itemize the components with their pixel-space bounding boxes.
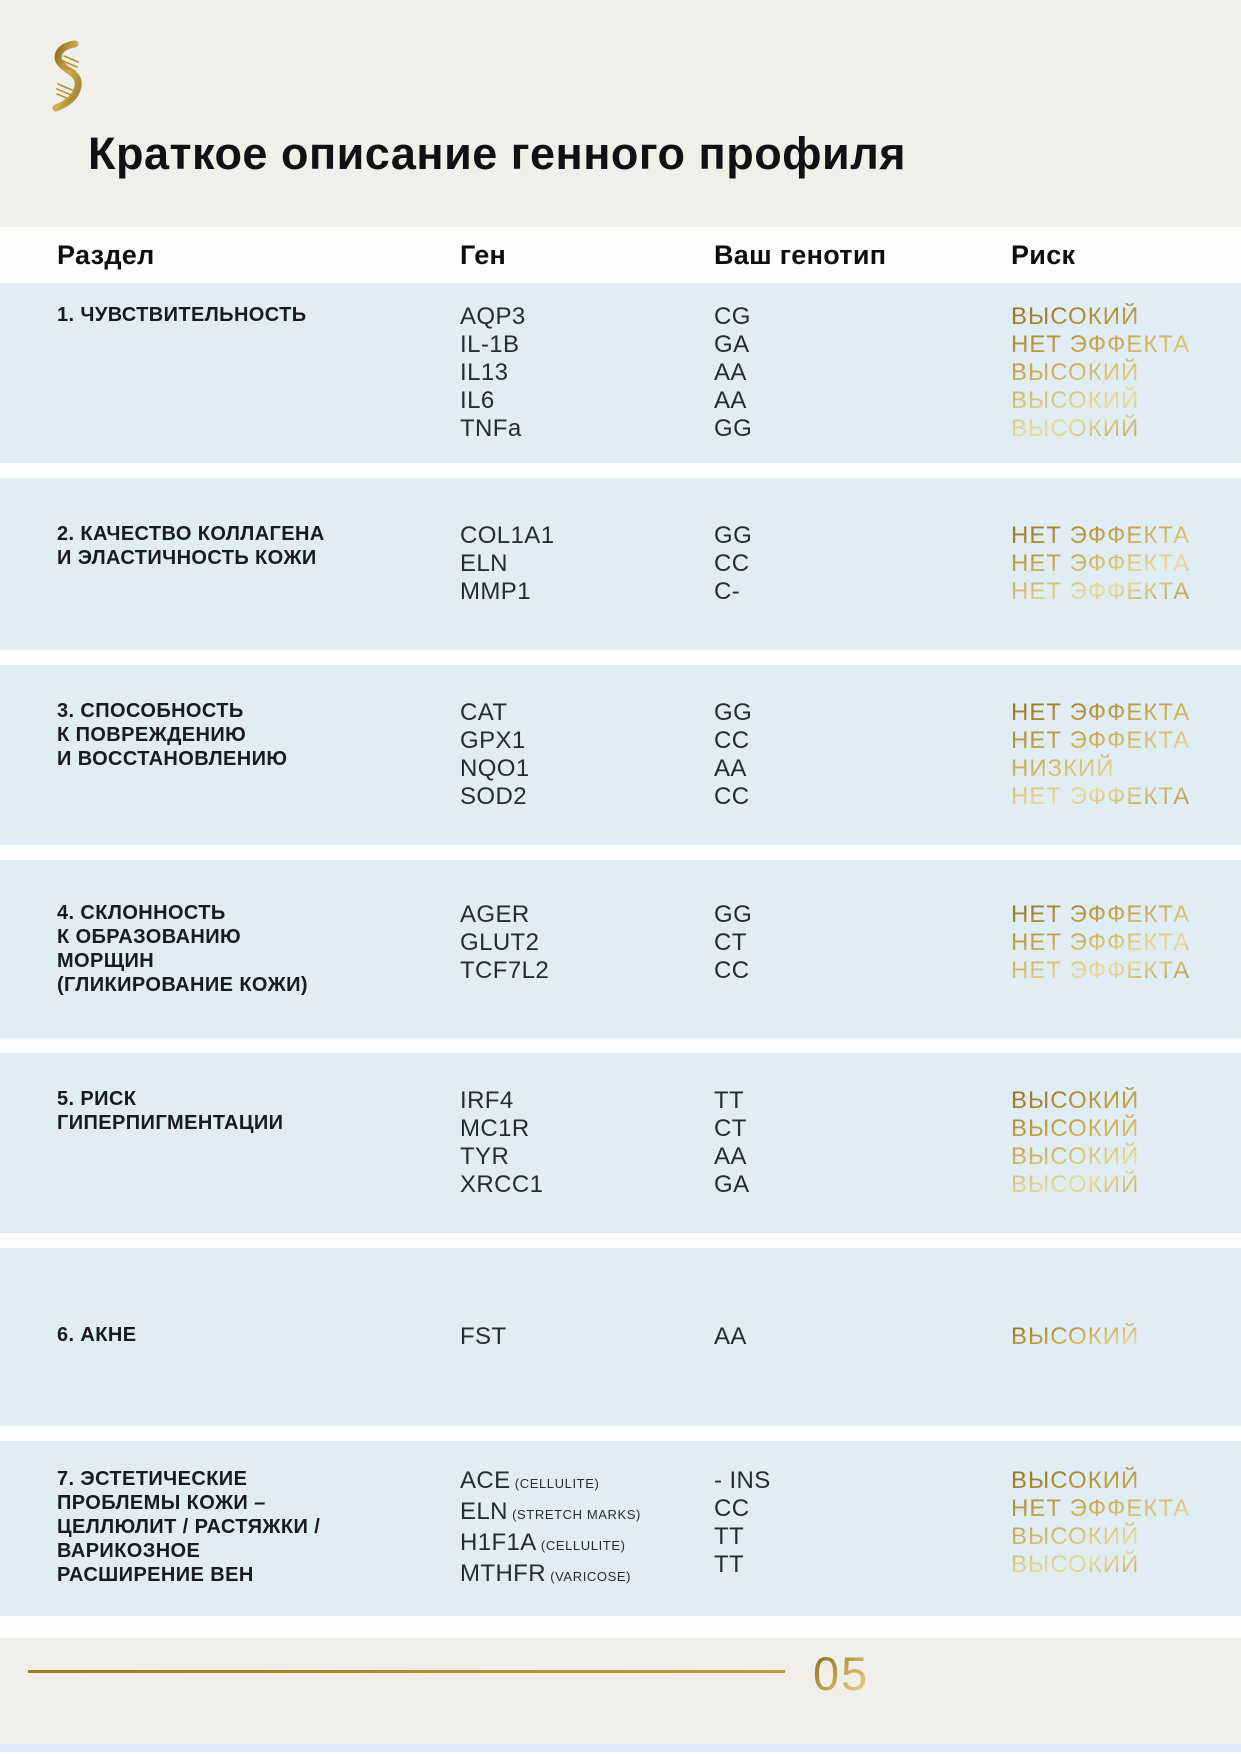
gene-note: (CELLULITE) <box>510 1475 600 1491</box>
risk-cell: ВЫСОКИЙ <box>1011 303 1140 330</box>
risk-cell: ВЫСОКИЙ <box>1011 1143 1140 1170</box>
gene-name: NQO1 <box>460 755 530 782</box>
gene-note: (CELLULITE) <box>536 1537 626 1553</box>
gene-cell <box>460 1467 714 1498</box>
gene-name: ELN <box>460 1497 508 1525</box>
gene-name: TYR <box>460 1143 510 1170</box>
section-title-line: 4. СКЛОННОСТЬ <box>57 902 226 924</box>
gene-list <box>460 1087 714 1199</box>
section-gap <box>0 845 1241 860</box>
column-header-section: Раздел <box>57 239 155 270</box>
bottom-accent-strip <box>0 1744 1241 1752</box>
gene-name: MMP1 <box>460 578 531 605</box>
page-footer <box>0 1638 1241 1744</box>
section-title <box>57 1087 460 1135</box>
risk-list <box>1011 699 1211 811</box>
section-title-line: ВАРИКОЗНОЕ <box>57 1539 201 1562</box>
gene-cell <box>460 1171 714 1199</box>
section-gap <box>0 650 1241 665</box>
page-title: Краткое описание генного профиля <box>88 128 907 179</box>
risk-cell: НЕТ ЭФФЕКТА <box>1011 331 1191 358</box>
gene-name: TCF7L2 <box>460 957 550 984</box>
risk-cell: НЕТ ЭФФЕКТА <box>1011 727 1191 754</box>
gene-list <box>460 522 714 606</box>
risk-list <box>1011 522 1211 606</box>
genotype-cell: TT <box>714 1550 745 1578</box>
gene-cell <box>460 783 714 811</box>
section-title-line: К ПОВРЕЖДЕНИЮ <box>57 724 247 746</box>
genotype-cell: GG <box>714 699 753 726</box>
genotype-cell: CT <box>714 929 747 956</box>
gene-cell <box>460 1087 714 1115</box>
gene-name: COL1A1 <box>460 522 555 549</box>
section-title-line: 1. ЧУВСТВИТЕЛЬНОСТЬ <box>57 304 307 326</box>
genotype-cell: CT <box>714 1115 747 1142</box>
risk-cell: НЕТ ЭФФЕКТА <box>1011 522 1191 549</box>
genotype-list <box>714 901 1011 985</box>
gene-name: ELN <box>460 550 508 577</box>
risk-list <box>1011 901 1211 985</box>
gene-name: GLUT2 <box>460 929 540 956</box>
section-title <box>57 1467 460 1587</box>
gene-name: IRF4 <box>460 1087 514 1114</box>
gene-note: (STRETCH MARKS) <box>507 1506 641 1522</box>
gene-cell <box>460 387 714 415</box>
gene-cell <box>460 699 714 727</box>
section-gap <box>0 1616 1241 1638</box>
gene-name: TNFa <box>460 415 522 442</box>
gene-name: GPX1 <box>460 727 526 754</box>
risk-cell: ВЫСОКИЙ <box>1011 1115 1140 1142</box>
gene-list <box>460 1323 714 1351</box>
genotype-cell: AA <box>714 359 747 386</box>
risk-cell: ВЫСОКИЙ <box>1011 387 1140 414</box>
risk-list <box>1011 303 1211 443</box>
genotype-cell: TT <box>714 1087 745 1114</box>
section-gap <box>0 1426 1241 1441</box>
risk-cell: ВЫСОКИЙ <box>1011 415 1140 442</box>
risk-cell: ВЫСОКИЙ <box>1011 359 1140 386</box>
genotype-cell: CG <box>714 303 751 330</box>
gene-cell <box>460 522 714 550</box>
gene-cell <box>460 303 714 331</box>
gene-cell <box>460 1560 714 1591</box>
genotype-cell: - INS <box>714 1466 771 1494</box>
genotype-cell: TT <box>714 1522 745 1550</box>
gene-cell <box>460 578 714 606</box>
section-title-line: ПРОБЛЕМЫ КОЖИ – <box>57 1491 266 1514</box>
section-band <box>0 665 1241 845</box>
genotype-cell: GG <box>714 901 753 928</box>
section-gap <box>0 1233 1241 1248</box>
genotype-cell: CC <box>714 1494 750 1522</box>
section-title-line: (ГЛИКИРОВАНИЕ КОЖИ) <box>57 974 308 996</box>
risk-cell: НИЗКИЙ <box>1011 755 1115 782</box>
genotype-cell: GG <box>714 415 753 442</box>
genotype-cell: AA <box>714 755 747 782</box>
gene-name: XRCC1 <box>460 1171 544 1198</box>
section-gap <box>0 463 1241 478</box>
genotype-cell: AA <box>714 1143 747 1170</box>
risk-cell: НЕТ ЭФФЕКТА <box>1011 578 1191 605</box>
gene-list <box>460 699 714 811</box>
section-title <box>57 901 460 997</box>
genotype-list <box>714 522 1011 606</box>
genotype-cell: CC <box>714 957 750 984</box>
risk-list <box>1011 1323 1211 1351</box>
risk-cell: ВЫСОКИЙ <box>1011 1522 1140 1550</box>
genotype-cell: GG <box>714 522 753 549</box>
gene-name: CAT <box>460 699 508 726</box>
column-header-gene: Ген <box>460 239 507 270</box>
genotype-cell: C- <box>714 578 741 605</box>
risk-cell: НЕТ ЭФФЕКТА <box>1011 901 1191 928</box>
section-title <box>57 1323 460 1347</box>
gene-cell <box>460 901 714 929</box>
section-title-line: МОРЩИН <box>57 950 155 972</box>
genotype-list <box>714 1323 1011 1351</box>
gene-cell <box>460 929 714 957</box>
risk-cell: ВЫСОКИЙ <box>1011 1087 1140 1114</box>
gene-cell <box>460 727 714 755</box>
gene-name: SOD2 <box>460 783 527 810</box>
section-band <box>0 478 1241 650</box>
gene-list <box>460 303 714 443</box>
gene-cell <box>460 550 714 578</box>
section-title-line: 6. АКНЕ <box>57 1324 137 1346</box>
table-body <box>0 283 1241 1638</box>
gene-cell <box>460 957 714 985</box>
genotype-cell: CC <box>714 727 750 754</box>
gene-name: ACE <box>460 1466 511 1494</box>
genotype-cell: AA <box>714 1323 747 1350</box>
gene-name: AQP3 <box>460 303 526 330</box>
gene-name: FST <box>460 1323 507 1350</box>
section-title <box>57 303 460 327</box>
risk-cell: НЕТ ЭФФЕКТА <box>1011 1494 1191 1522</box>
genotype-list <box>714 699 1011 811</box>
risk-cell: ВЫСОКИЙ <box>1011 1466 1140 1494</box>
footer-divider <box>28 1670 785 1673</box>
genotype-cell: GA <box>714 1171 750 1198</box>
gene-name: IL13 <box>460 359 509 386</box>
section-band <box>0 860 1241 1038</box>
gene-cell <box>460 1323 714 1351</box>
genotype-cell: CC <box>714 550 750 577</box>
section-title-line: 2. КАЧЕСТВО КОЛЛАГЕНА <box>57 523 325 545</box>
dna-helix-icon <box>48 40 88 114</box>
gene-list <box>460 1467 714 1591</box>
genotype-list <box>714 1087 1011 1199</box>
genotype-cell: CC <box>714 783 750 810</box>
risk-list <box>1011 1467 1211 1579</box>
risk-cell: ВЫСОКИЙ <box>1011 1550 1140 1578</box>
gene-name: IL-1B <box>460 331 520 358</box>
section-title-line: К ОБРАЗОВАНИЮ <box>57 926 242 948</box>
section-band <box>0 283 1241 463</box>
section-title-line: И ВОССТАНОВЛЕНИЮ <box>57 748 288 770</box>
section-band <box>0 1248 1241 1426</box>
gene-cell <box>460 1529 714 1560</box>
gene-name: AGER <box>460 901 530 928</box>
section-title-line: 5. РИСК <box>57 1088 137 1110</box>
gene-cell <box>460 1143 714 1171</box>
gene-cell <box>460 755 714 783</box>
section-title <box>57 522 460 570</box>
gene-name: H1F1A <box>460 1528 537 1556</box>
section-gap <box>0 1038 1241 1053</box>
section-title <box>57 699 460 771</box>
section-title-line: 7. ЭСТЕТИЧЕСКИЕ <box>57 1467 248 1490</box>
genotype-list <box>714 1467 1011 1579</box>
risk-cell: НЕТ ЭФФЕКТА <box>1011 783 1191 810</box>
risk-cell: ВЫСОКИЙ <box>1011 1171 1140 1198</box>
genotype-cell: AA <box>714 387 747 414</box>
page-number: 05 <box>813 1647 870 1700</box>
risk-cell: ВЫСОКИЙ <box>1011 1323 1140 1350</box>
gene-list <box>460 901 714 985</box>
genotype-list <box>714 303 1011 443</box>
gene-cell <box>460 1115 714 1143</box>
section-title-line: И ЭЛАСТИЧНОСТЬ КОЖИ <box>57 547 317 569</box>
section-band <box>0 1441 1241 1616</box>
column-header-genotype: Ваш генотип <box>714 239 887 270</box>
gene-name: MC1R <box>460 1115 530 1142</box>
risk-cell: НЕТ ЭФФЕКТА <box>1011 957 1191 984</box>
gene-cell <box>460 359 714 387</box>
risk-list <box>1011 1087 1211 1199</box>
gene-cell <box>460 1498 714 1529</box>
section-title-line: РАСШИРЕНИЕ ВЕН <box>57 1563 254 1586</box>
table-header-row <box>0 227 1241 283</box>
page-header <box>0 0 1241 227</box>
gene-cell <box>460 331 714 359</box>
section-title-line: ГИПЕРПИГМЕНТАЦИИ <box>57 1112 284 1134</box>
risk-cell: НЕТ ЭФФЕКТА <box>1011 550 1191 577</box>
genotype-cell: GA <box>714 331 750 358</box>
gene-name: IL6 <box>460 387 495 414</box>
section-title-line: 3. СПОСОБНОСТЬ <box>57 700 244 722</box>
gene-note: (VARICOSE) <box>545 1568 632 1584</box>
risk-cell: НЕТ ЭФФЕКТА <box>1011 929 1191 956</box>
gene-name: MTHFR <box>460 1559 546 1587</box>
risk-cell: НЕТ ЭФФЕКТА <box>1011 699 1191 726</box>
section-band <box>0 1053 1241 1233</box>
column-header-risk: Риск <box>1011 239 1076 270</box>
section-title-line: ЦЕЛЛЮЛИТ / РАСТЯЖКИ / <box>57 1515 321 1538</box>
gene-cell <box>460 415 714 443</box>
